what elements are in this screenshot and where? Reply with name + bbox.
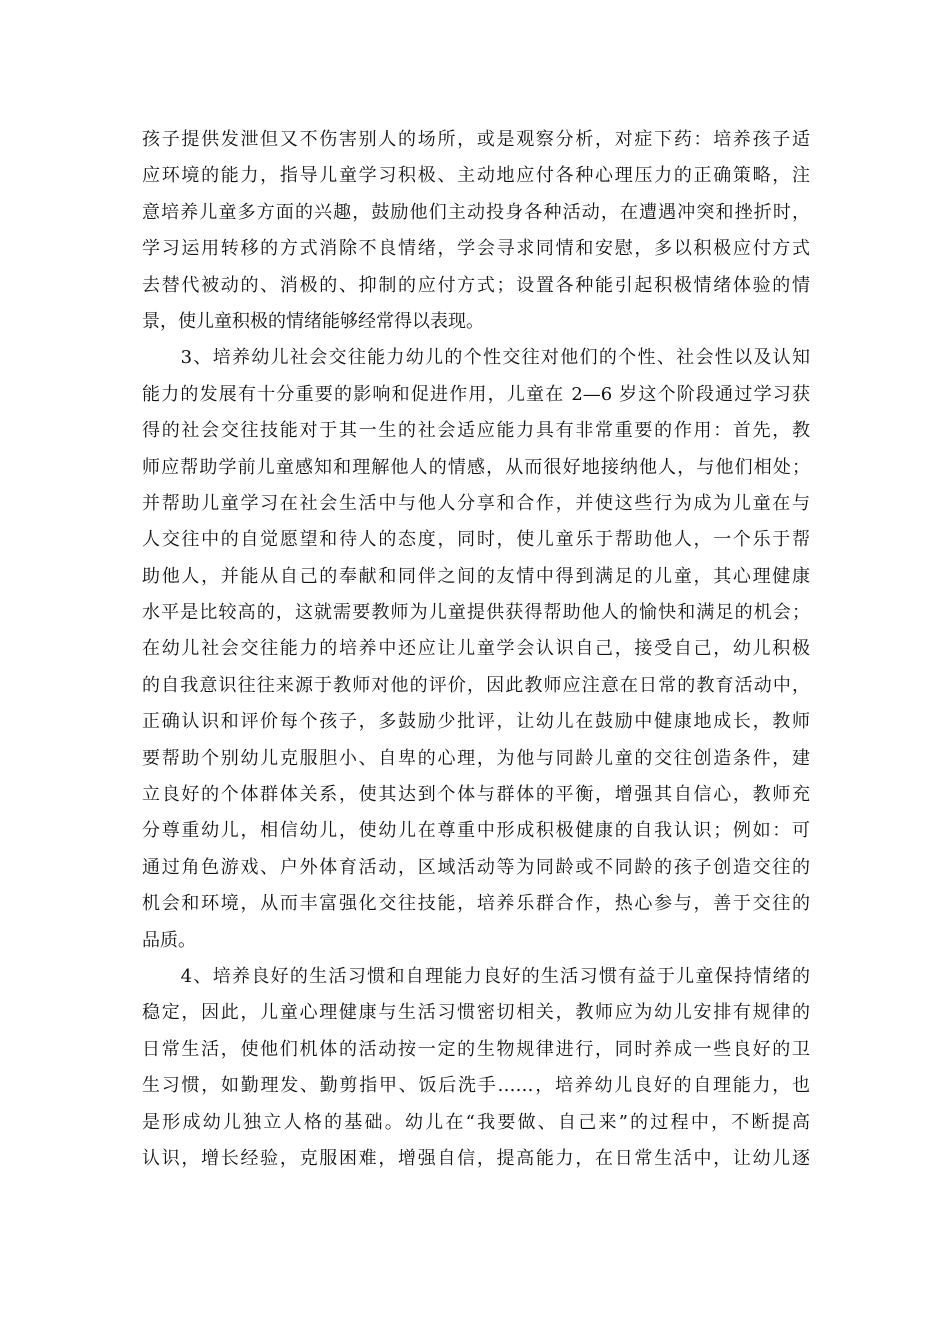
text-line: 品质。 bbox=[142, 929, 196, 951]
text-line: 得的社会交往技能对于其一生的社会适应能力具有非常重要的作用：首先，教 bbox=[142, 420, 810, 442]
text-line: 学习运用转移的方式消除不良情绪，学会寻求同情和安慰，多以积极应付方式 bbox=[142, 238, 810, 260]
text-line: 立良好的个体群体关系，使其达到个体与群体的平衡，增强其自信心，教师充 bbox=[142, 784, 810, 806]
text-line: 意培养儿童多方面的兴趣，鼓励他们主动投身各种活动，在遭遇冲突和挫折时， bbox=[142, 201, 810, 223]
text-line: 4、培养良好的生活习惯和自理能力良好的生活习惯有益于儿童保持情绪的 bbox=[142, 965, 810, 987]
text-line: 是形成幼儿独立人格的基础。幼儿在“我要做、自己来”的过程中，不断提高 bbox=[142, 1111, 810, 1133]
text-line: 助他人，并能从自己的奉献和同伴之间的友情中得到满足的儿童，其心理健康 bbox=[142, 565, 810, 587]
document-page bbox=[142, 122, 810, 1177]
text-line: 3、培养幼儿社会交往能力幼儿的个性交往对他们的个性、社会性以及认知 bbox=[142, 347, 810, 369]
text-line: 应环境的能力，指导儿童学习积极、主动地应付各种心理压力的正确策略，注 bbox=[142, 165, 810, 187]
text-line: 稳定，因此，儿童心理健康与生活习惯密切相关，教师应为幼儿安排有规律的 bbox=[142, 1002, 810, 1024]
paragraph bbox=[142, 340, 810, 959]
text-line: 景，使儿童积极的情绪能够经常得以表现。 bbox=[142, 310, 484, 332]
text-line: 并帮助儿童学习在社会生活中与他人分享和合作，并使这些行为成为儿童在与 bbox=[142, 492, 810, 514]
paragraph bbox=[142, 959, 810, 1177]
text-line: 日常生活，使他们机体的活动按一定的生物规律进行，同时养成一些良好的卫 bbox=[142, 1038, 810, 1060]
text-line: 人交往中的自觉愿望和待人的态度，同时，使儿童乐于帮助他人，一个乐于帮 bbox=[142, 529, 810, 551]
text-line: 通过角色游戏、户外体育活动，区域活动等为同龄或不同龄的孩子创造交往的 bbox=[142, 856, 810, 878]
text-line: 师应帮助学前儿童感知和理解他人的情感，从而很好地接纳他人，与他们相处； bbox=[142, 456, 810, 478]
text-line: 去替代被动的、消极的、抑制的应付方式；设置各种能引起积极情绪体验的情 bbox=[142, 274, 810, 296]
text-line: 认识，增长经验，克服困难，增强自信，提高能力，在日常生活中，让幼儿逐 bbox=[142, 1147, 810, 1169]
paragraph bbox=[142, 122, 810, 340]
text-line: 孩子提供发泄但又不伤害别人的场所，或是观察分析，对症下药：培养孩子适 bbox=[142, 129, 810, 150]
text-line: 正确认识和评价每个孩子，多鼓励少批评，让幼儿在鼓励中健康地成长，教师 bbox=[142, 711, 810, 733]
text-line: 生习惯，如勤理发、勤剪指甲、饭后洗手……，培养幼儿良好的自理能力，也 bbox=[142, 1075, 810, 1097]
text-line: 要帮助个别幼儿克服胆小、自卑的心理，为他与同龄儿童的交往创造条件，建 bbox=[142, 747, 810, 769]
text-line: 能力的发展有十分重要的影响和促进作用，儿童在 2—6 岁这个阶段通过学习获 bbox=[142, 383, 810, 405]
text-line: 机会和环境，从而丰富强化交往技能，培养乐群合作，热心参与，善于交往的 bbox=[142, 893, 810, 915]
text-line: 在幼儿社会交往能力的培养中还应让儿童学会认识自己，接受自己，幼儿积极 bbox=[142, 638, 810, 660]
text-line: 的自我意识往往来源于教师对他的评价，因此教师应注意在日常的教育活动中， bbox=[142, 674, 810, 696]
text-line: 水平是比较高的，这就需要教师为儿童提供获得帮助他人的愉快和满足的机会； bbox=[142, 602, 810, 624]
text-line: 分尊重幼儿，相信幼儿，使幼儿在尊重中形成积极健康的自我认识；例如：可 bbox=[142, 820, 810, 842]
